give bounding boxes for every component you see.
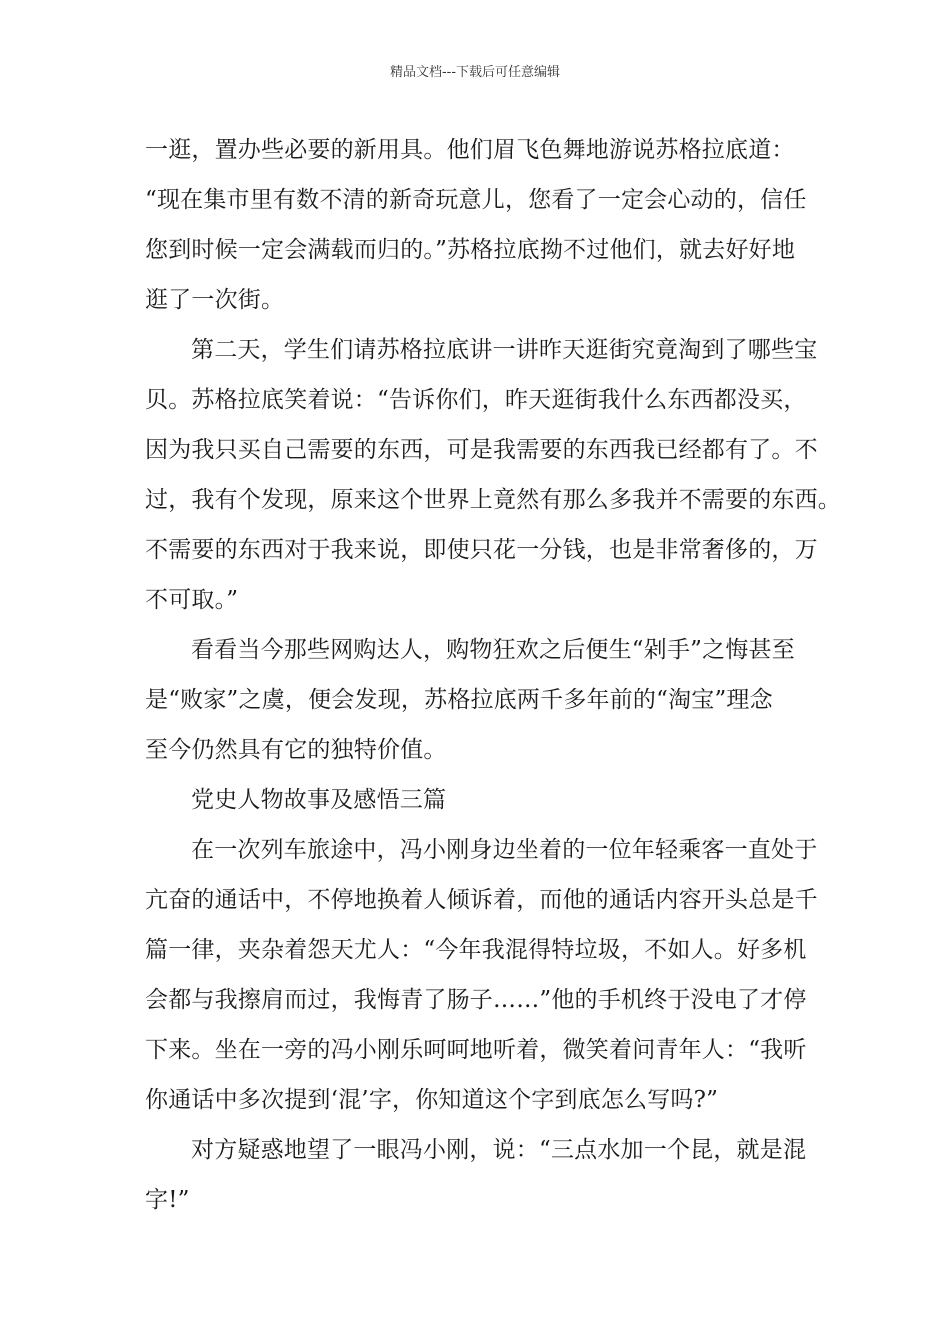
text-line: 逛了一次街。 [145,287,285,313]
paragraph-first-line: 在一次列车旅途中，冯小刚身边坐着的一位年轻乘客一直处于 [191,837,818,863]
text-line: 不可取。” [145,587,239,613]
document-body [145,125,841,1225]
text-line: 字!” [145,1187,190,1213]
text-line: 一逛，置办些必要的新用具。他们眉飞色舞地游说苏格拉底道： [145,137,795,163]
page-header: 精品文档---下载后可任意编辑 [389,65,561,80]
text-line: 过，我有个发现，原来这个世界上竟然有那么多我并不需要的东西。 [145,487,841,513]
text-line: 因为我只买自己需要的东西，可是我需要的东西我已经都有了。不 [145,437,818,463]
text-line: 是“败家”之虞，便会发现，苏格拉底两千多年前的“淘宝”理念 [145,687,773,713]
text-line: 你通话中多次提到‘混’字，你知道这个字到底怎么写吗?” [145,1087,719,1113]
paragraph-first-line: 第二天，学生们请苏格拉底讲一讲昨天逛街究竟淘到了哪些宝 [191,337,818,363]
text-line: 您到时候一定会满载而归的。”苏格拉底拗不过他们，就去好好地 [145,237,796,263]
text-line: 下来。坐在一旁的冯小刚乐呵呵地听着，微笑着问青年人：“我听 [145,1037,807,1063]
text-line: 至今仍然具有它的独特价值。 [145,737,447,763]
text-line: 篇一律，夹杂着怨天尤人：“今年我混得特垃圾，不如人。好多机 [145,937,807,963]
paragraph-first-line: 看看当今那些网购达人，购物狂欢之后便生“剁手”之悔甚至 [191,637,795,663]
text-line: 亢奋的通话中，不停地换着人倾诉着，而他的通话内容开头总是千 [145,887,818,913]
text-line: 不需要的东西对于我来说，即使只花一分钱，也是非常奢侈的，万 [145,537,818,563]
text-line: “现在集市里有数不清的新奇玩意儿，您看了一定会心动的，信任 [145,187,807,213]
text-line: 会都与我擦肩而过，我悔青了肠子……”他的手机终于没电了才停 [145,987,807,1013]
text-line: 贝。苏格拉底笑着说：“告诉你们，昨天逛街我什么东西都没买， [145,387,807,413]
section-title: 党史人物故事及感悟三篇 [191,787,447,813]
paragraph-first-line: 对方疑惑地望了一眼冯小刚，说：“三点水加一个昆，就是混 [191,1137,807,1163]
